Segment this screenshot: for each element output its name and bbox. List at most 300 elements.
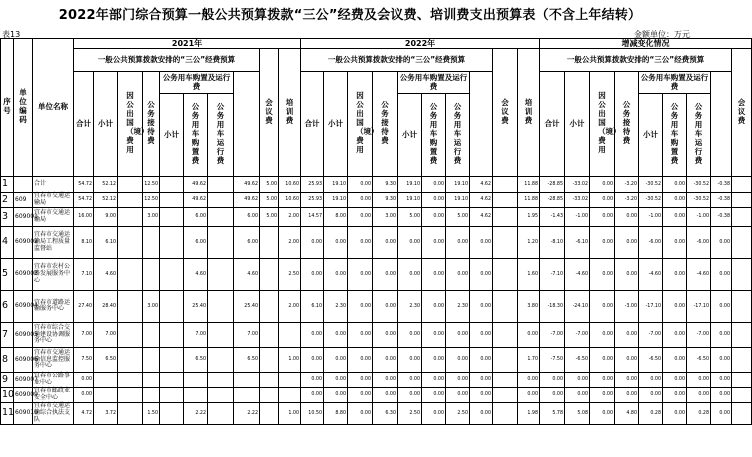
header-blank-2022 [470, 72, 493, 177]
row-value-cell: 4.72 [74, 402, 94, 424]
row-value-cell: 7.00 [94, 322, 118, 347]
row-seq: 7 [1, 322, 14, 347]
table-row [1, 177, 752, 193]
row-value-cell: -6.10 [565, 226, 590, 258]
row-value-cell: -30.52 [639, 177, 663, 193]
row-value-cell: 25.40 [234, 290, 260, 322]
row-value-cell: 0.00 [348, 372, 373, 387]
row-value-cell [732, 207, 752, 226]
row-value-cell: -0.38 [711, 177, 732, 193]
row-value-cell: 0.00 [590, 372, 615, 387]
row-value-cell: -1.00 [565, 207, 590, 226]
row-value-cell: -18.30 [540, 290, 565, 322]
amount-unit-label: 金额单位：万元 [634, 30, 690, 39]
row-value-cell [118, 177, 143, 193]
row-value-cell: 0.00 [324, 258, 348, 290]
row-value-cell: -4.60 [565, 258, 590, 290]
row-value-cell: 0.00 [422, 258, 446, 290]
table-number: 表13 [2, 30, 21, 39]
row-value-cell: 49.62 [184, 193, 208, 208]
row-value-cell: 0.00 [301, 372, 324, 387]
row-value-cell [143, 347, 160, 372]
row-value-cell: 0.00 [373, 322, 398, 347]
row-value-cell: 7.10 [74, 258, 94, 290]
row-seq: 8 [1, 347, 14, 372]
row-value-cell: 0.00 [301, 226, 324, 258]
row-value-cell [160, 258, 184, 290]
header-training-2021: 培训费 [279, 49, 301, 177]
row-value-cell [118, 207, 143, 226]
row-value-cell: 10.50 [301, 402, 324, 424]
row-value-cell: 0.00 [590, 387, 615, 402]
row-value-cell: 0.00 [422, 207, 446, 226]
row-value-cell: 4.80 [615, 402, 639, 424]
row-value-cell: 6.50 [234, 347, 260, 372]
row-value-cell: -7.00 [565, 322, 590, 347]
row-value-cell: 9.00 [94, 207, 118, 226]
row-value-cell: 0.00 [324, 226, 348, 258]
row-value-cell: 0.00 [639, 372, 663, 387]
row-value-cell: 0.00 [711, 258, 732, 290]
row-value-cell: -0.38 [711, 193, 732, 208]
row-value-cell: 0.00 [373, 258, 398, 290]
row-value-cell: 0.00 [470, 290, 493, 322]
row-value-cell: 0.00 [422, 387, 446, 402]
row-value-cell: 11.88 [518, 177, 540, 193]
row-value-cell: 0.00 [663, 226, 687, 258]
row-value-cell [279, 372, 301, 387]
header-total-2022: 合计 [301, 72, 324, 177]
row-value-cell [184, 372, 208, 387]
row-value-cell: 8.80 [324, 402, 348, 424]
row-value-cell: 0.00 [373, 347, 398, 372]
row-value-cell: 10.60 [279, 193, 301, 208]
row-value-cell [260, 372, 279, 387]
row-value-cell: 1.70 [518, 347, 540, 372]
header-subtotal-change: 小计 [565, 72, 590, 177]
row-value-cell: 0.00 [422, 226, 446, 258]
row-value-cell: 0.00 [470, 372, 493, 387]
row-value-cell [118, 372, 143, 387]
row-unit-code: 609006 [14, 347, 33, 372]
header-vehicle-subtotal-2021: 小计 [160, 94, 184, 177]
row-value-cell: 7.00 [184, 322, 208, 347]
row-unit-code: 609009 [14, 387, 33, 402]
row-seq: 11 [1, 402, 14, 424]
row-value-cell [160, 402, 184, 424]
row-value-cell [260, 258, 279, 290]
row-value-cell: 0.00 [615, 207, 639, 226]
row-value-cell: 0.00 [74, 387, 94, 402]
header-meeting-change: 会议费 [732, 49, 752, 177]
row-value-cell: 2.22 [184, 402, 208, 424]
row-value-cell: 0.00 [615, 322, 639, 347]
row-value-cell: -33.02 [565, 177, 590, 193]
row-value-cell: 0.00 [373, 290, 398, 322]
row-seq: 1 [1, 177, 14, 193]
row-value-cell [208, 207, 234, 226]
row-value-cell: 0.00 [446, 226, 470, 258]
row-value-cell: 4.62 [470, 193, 493, 208]
row-value-cell: -30.52 [687, 193, 711, 208]
header-unit-name: 单位名称 [33, 39, 74, 177]
row-value-cell: 54.72 [74, 177, 94, 193]
header-year-2021: 2021年 [74, 39, 301, 49]
budget-table [0, 38, 752, 425]
row-value-cell [493, 207, 518, 226]
row-seq: 3 [1, 207, 14, 226]
row-value-cell: 0.00 [590, 207, 615, 226]
header-abroad-2021: 因公出国（境）费用 [118, 72, 143, 177]
row-value-cell: 0.00 [348, 177, 373, 193]
row-value-cell: 19.10 [398, 177, 422, 193]
row-value-cell: 0.00 [398, 258, 422, 290]
row-value-cell: 0.00 [398, 387, 422, 402]
row-value-cell: 0.00 [301, 347, 324, 372]
row-value-cell: 2.30 [324, 290, 348, 322]
header-change: 增减变化情况 [540, 39, 752, 49]
row-value-cell: -6.00 [687, 226, 711, 258]
row-unit-name: 宜春市邮政业安全中心 [33, 387, 74, 402]
row-value-cell: 0.00 [518, 387, 540, 402]
row-value-cell: 10.60 [279, 177, 301, 193]
row-value-cell: 0.00 [565, 387, 590, 402]
row-unit-name: 宜春市农村公路发展服务中心 [33, 258, 74, 290]
row-value-cell: 25.93 [301, 177, 324, 193]
row-value-cell: 2.30 [446, 290, 470, 322]
row-value-cell [208, 258, 234, 290]
row-unit-code: 609001 [14, 207, 33, 226]
row-value-cell [118, 402, 143, 424]
row-value-cell: 4.60 [94, 258, 118, 290]
row-value-cell [493, 258, 518, 290]
table-row [1, 387, 752, 402]
row-value-cell: 6.00 [184, 207, 208, 226]
row-value-cell [732, 226, 752, 258]
row-value-cell: 3.00 [143, 207, 160, 226]
row-value-cell: 0.00 [373, 372, 398, 387]
row-value-cell: -17.10 [687, 290, 711, 322]
table-row [1, 207, 752, 226]
row-unit-code [14, 177, 33, 193]
row-value-cell: 49.62 [184, 177, 208, 193]
row-unit-code: 609 [14, 193, 33, 208]
row-value-cell: 9.30 [373, 193, 398, 208]
row-value-cell [143, 226, 160, 258]
row-value-cell: 2.00 [279, 290, 301, 322]
row-value-cell: 3.00 [143, 290, 160, 322]
row-value-cell: 1.20 [518, 226, 540, 258]
row-value-cell: 0.00 [470, 226, 493, 258]
row-value-cell: 0.00 [422, 402, 446, 424]
row-value-cell: 0.00 [663, 372, 687, 387]
row-value-cell: 0.00 [422, 290, 446, 322]
row-value-cell: 0.00 [348, 347, 373, 372]
row-value-cell [160, 177, 184, 193]
row-value-cell [118, 347, 143, 372]
row-value-cell: -6.50 [687, 347, 711, 372]
row-value-cell [208, 402, 234, 424]
row-value-cell: 2.22 [234, 402, 260, 424]
row-value-cell [279, 322, 301, 347]
row-value-cell: 19.10 [398, 193, 422, 208]
row-value-cell: 2.00 [279, 226, 301, 258]
header-vehicle-subtotal-2022: 小计 [398, 94, 422, 177]
row-value-cell: 0.00 [711, 402, 732, 424]
header-vehicle-2021: 公务用车购置及运行费 [160, 72, 234, 94]
row-value-cell: 6.10 [301, 290, 324, 322]
row-value-cell: 0.00 [663, 290, 687, 322]
row-unit-code: 609010 [14, 402, 33, 424]
row-value-cell: 0.00 [422, 193, 446, 208]
row-value-cell: 0.00 [711, 290, 732, 322]
row-value-cell: 19.10 [324, 193, 348, 208]
row-value-cell [732, 193, 752, 208]
row-value-cell: 0.00 [348, 193, 373, 208]
row-value-cell: -4.60 [639, 258, 663, 290]
row-value-cell [732, 387, 752, 402]
row-value-cell: 6.00 [234, 207, 260, 226]
row-value-cell [94, 372, 118, 387]
row-value-cell: 7.50 [74, 347, 94, 372]
row-value-cell [208, 387, 234, 402]
row-value-cell: 5.00 [260, 207, 279, 226]
row-value-cell [493, 226, 518, 258]
row-value-cell: 6.10 [94, 226, 118, 258]
row-value-cell: 49.62 [234, 177, 260, 193]
row-value-cell: 0.00 [711, 226, 732, 258]
row-value-cell [260, 402, 279, 424]
row-value-cell: 0.00 [590, 193, 615, 208]
row-value-cell [184, 387, 208, 402]
row-value-cell: 6.00 [184, 226, 208, 258]
row-value-cell: 4.62 [470, 177, 493, 193]
table-row [1, 258, 752, 290]
row-unit-name: 宜春市综合交通建设协调服务中心 [33, 322, 74, 347]
row-value-cell: 11.88 [518, 193, 540, 208]
row-value-cell: 0.00 [470, 347, 493, 372]
row-value-cell: 4.60 [234, 258, 260, 290]
row-value-cell: 0.00 [540, 372, 565, 387]
row-seq: 5 [1, 258, 14, 290]
row-value-cell [118, 193, 143, 208]
row-value-cell: 3.00 [373, 207, 398, 226]
header-sangong-2022: 一般公共预算拨款安排的“三公”经费预算 [301, 49, 493, 72]
row-value-cell: 0.00 [711, 372, 732, 387]
row-value-cell: -30.52 [639, 193, 663, 208]
row-value-cell: 0.00 [446, 372, 470, 387]
document-title: 2022年部门综合预算一般公共预算拨款“三公”经费及会议费、培训费支出预算表（不含上年结转） [58, 8, 642, 23]
row-value-cell: 0.00 [422, 177, 446, 193]
row-value-cell [143, 258, 160, 290]
row-value-cell: 1.00 [279, 402, 301, 424]
header-blank-2021 [234, 72, 260, 177]
row-value-cell: -28.85 [540, 177, 565, 193]
row-value-cell [160, 290, 184, 322]
row-value-cell: 0.00 [324, 347, 348, 372]
row-value-cell: 5.00 [398, 207, 422, 226]
row-value-cell [208, 226, 234, 258]
row-value-cell: 0.00 [711, 347, 732, 372]
row-value-cell [493, 347, 518, 372]
row-value-cell: 0.00 [470, 258, 493, 290]
row-value-cell: -6.50 [565, 347, 590, 372]
row-value-cell: 8.00 [324, 207, 348, 226]
row-value-cell [208, 322, 234, 347]
row-unit-name: 宜春市公路事业中心 [33, 372, 74, 387]
row-value-cell: -1.00 [687, 207, 711, 226]
row-seq: 10 [1, 387, 14, 402]
table-row [1, 402, 752, 424]
row-value-cell: -3.20 [615, 193, 639, 208]
row-value-cell: -3.20 [615, 177, 639, 193]
row-value-cell: 5.00 [260, 193, 279, 208]
row-value-cell: 0.00 [348, 258, 373, 290]
row-value-cell [260, 226, 279, 258]
row-value-cell: 0.00 [422, 372, 446, 387]
table-row [1, 193, 752, 208]
row-value-cell: 7.00 [74, 322, 94, 347]
row-value-cell: -28.85 [540, 193, 565, 208]
row-value-cell: -1.43 [540, 207, 565, 226]
row-value-cell: -3.00 [615, 290, 639, 322]
row-unit-name: 宜春市交通运输局 [33, 193, 74, 208]
row-value-cell [260, 347, 279, 372]
row-value-cell: 0.00 [446, 387, 470, 402]
row-value-cell: 3.72 [94, 402, 118, 424]
row-value-cell: 0.00 [324, 387, 348, 402]
row-value-cell: 0.00 [687, 387, 711, 402]
header-sangong-change: 一般公共预算拨款安排的“三公”经费预算 [540, 49, 732, 72]
row-unit-name: 宜春市交通运输信息监控服务中心 [33, 347, 74, 372]
row-value-cell [234, 387, 260, 402]
row-value-cell: 0.00 [398, 372, 422, 387]
header-total-2021: 合计 [74, 72, 94, 177]
header-reception-2022: 公务接待费 [373, 72, 398, 177]
row-value-cell: -8.10 [540, 226, 565, 258]
row-value-cell [732, 372, 752, 387]
row-value-cell: -7.00 [540, 322, 565, 347]
row-value-cell: 0.00 [663, 322, 687, 347]
row-unit-name: 宜春市交通运输局 [33, 207, 74, 226]
row-value-cell: -1.00 [639, 207, 663, 226]
row-value-cell [160, 347, 184, 372]
header-reception-2021: 公务接待费 [143, 72, 160, 177]
row-value-cell: -6.50 [639, 347, 663, 372]
row-seq: 4 [1, 226, 14, 258]
row-value-cell: 0.00 [663, 193, 687, 208]
header-meeting-2021: 会议费 [260, 49, 279, 177]
row-value-cell: 0.00 [663, 347, 687, 372]
row-value-cell [160, 226, 184, 258]
row-value-cell: 0.00 [470, 322, 493, 347]
row-value-cell: 5.00 [260, 177, 279, 193]
row-value-cell: 2.30 [398, 290, 422, 322]
row-value-cell [493, 372, 518, 387]
row-value-cell: -33.02 [565, 193, 590, 208]
header-total-change: 合计 [540, 72, 565, 177]
row-unit-name: 合计 [33, 177, 74, 193]
header-training-2022: 培训费 [518, 49, 540, 177]
row-value-cell: 2.50 [279, 258, 301, 290]
row-value-cell [118, 387, 143, 402]
row-value-cell [143, 387, 160, 402]
row-value-cell [160, 387, 184, 402]
row-value-cell: -4.60 [687, 258, 711, 290]
row-value-cell: 0.00 [470, 387, 493, 402]
row-value-cell: 9.30 [373, 177, 398, 193]
row-value-cell: 1.50 [143, 402, 160, 424]
row-unit-code: 609007 [14, 372, 33, 387]
row-value-cell: -7.00 [687, 322, 711, 347]
header-year-2022: 2022年 [301, 39, 540, 49]
header-subtotal-2022: 小计 [324, 72, 348, 177]
row-value-cell [208, 347, 234, 372]
header-abroad-change: 因公出国（境）费用 [590, 72, 615, 177]
row-value-cell: 6.50 [184, 347, 208, 372]
header-vehicle-purchase-2022: 公务用车购置费 [422, 94, 446, 177]
row-value-cell: -0.38 [711, 207, 732, 226]
row-value-cell [493, 290, 518, 322]
row-value-cell: -24.10 [565, 290, 590, 322]
row-value-cell: 0.00 [639, 387, 663, 402]
row-value-cell: 0.00 [373, 387, 398, 402]
row-value-cell: 0.00 [446, 258, 470, 290]
header-vehicle-2022: 公务用车购置及运行费 [398, 72, 470, 94]
row-value-cell: 0.00 [590, 322, 615, 347]
row-value-cell [118, 258, 143, 290]
row-value-cell [234, 372, 260, 387]
row-value-cell: 0.00 [301, 258, 324, 290]
row-value-cell: 0.28 [639, 402, 663, 424]
row-value-cell: 14.57 [301, 207, 324, 226]
row-value-cell: 27.40 [74, 290, 94, 322]
row-value-cell [279, 387, 301, 402]
row-value-cell: 2.50 [446, 402, 470, 424]
row-value-cell: 6.50 [94, 347, 118, 372]
row-unit-code: 609005 [14, 322, 33, 347]
header-sangong-2021: 一般公共预算拨款安排的“三公”经费预算 [74, 49, 260, 72]
row-value-cell: 25.40 [184, 290, 208, 322]
row-value-cell: 0.00 [590, 347, 615, 372]
row-unit-name: 宜春市道路运输服务中心 [33, 290, 74, 322]
row-unit-name: 宜春市交通运输综合执法支队 [33, 402, 74, 424]
row-value-cell: 1.60 [518, 258, 540, 290]
row-value-cell: 1.95 [518, 207, 540, 226]
row-value-cell: -7.00 [639, 322, 663, 347]
row-value-cell: 0.00 [470, 402, 493, 424]
row-value-cell: 2.50 [398, 402, 422, 424]
row-value-cell [732, 347, 752, 372]
row-seq: 9 [1, 372, 14, 387]
row-value-cell: 0.00 [348, 322, 373, 347]
row-value-cell: 12.50 [143, 193, 160, 208]
row-value-cell [493, 177, 518, 193]
row-value-cell [118, 322, 143, 347]
row-value-cell: 0.00 [663, 258, 687, 290]
row-value-cell: 0.00 [663, 402, 687, 424]
row-value-cell: 0.00 [590, 290, 615, 322]
row-value-cell: 7.00 [234, 322, 260, 347]
row-value-cell: 6.30 [373, 402, 398, 424]
row-value-cell [732, 258, 752, 290]
row-value-cell [260, 322, 279, 347]
row-value-cell: 12.50 [143, 177, 160, 193]
row-value-cell: 5.00 [446, 207, 470, 226]
row-value-cell: -17.10 [639, 290, 663, 322]
row-value-cell: 0.28 [687, 402, 711, 424]
header-vehicle-purchase-2021: 公务用车购置费 [184, 94, 208, 177]
